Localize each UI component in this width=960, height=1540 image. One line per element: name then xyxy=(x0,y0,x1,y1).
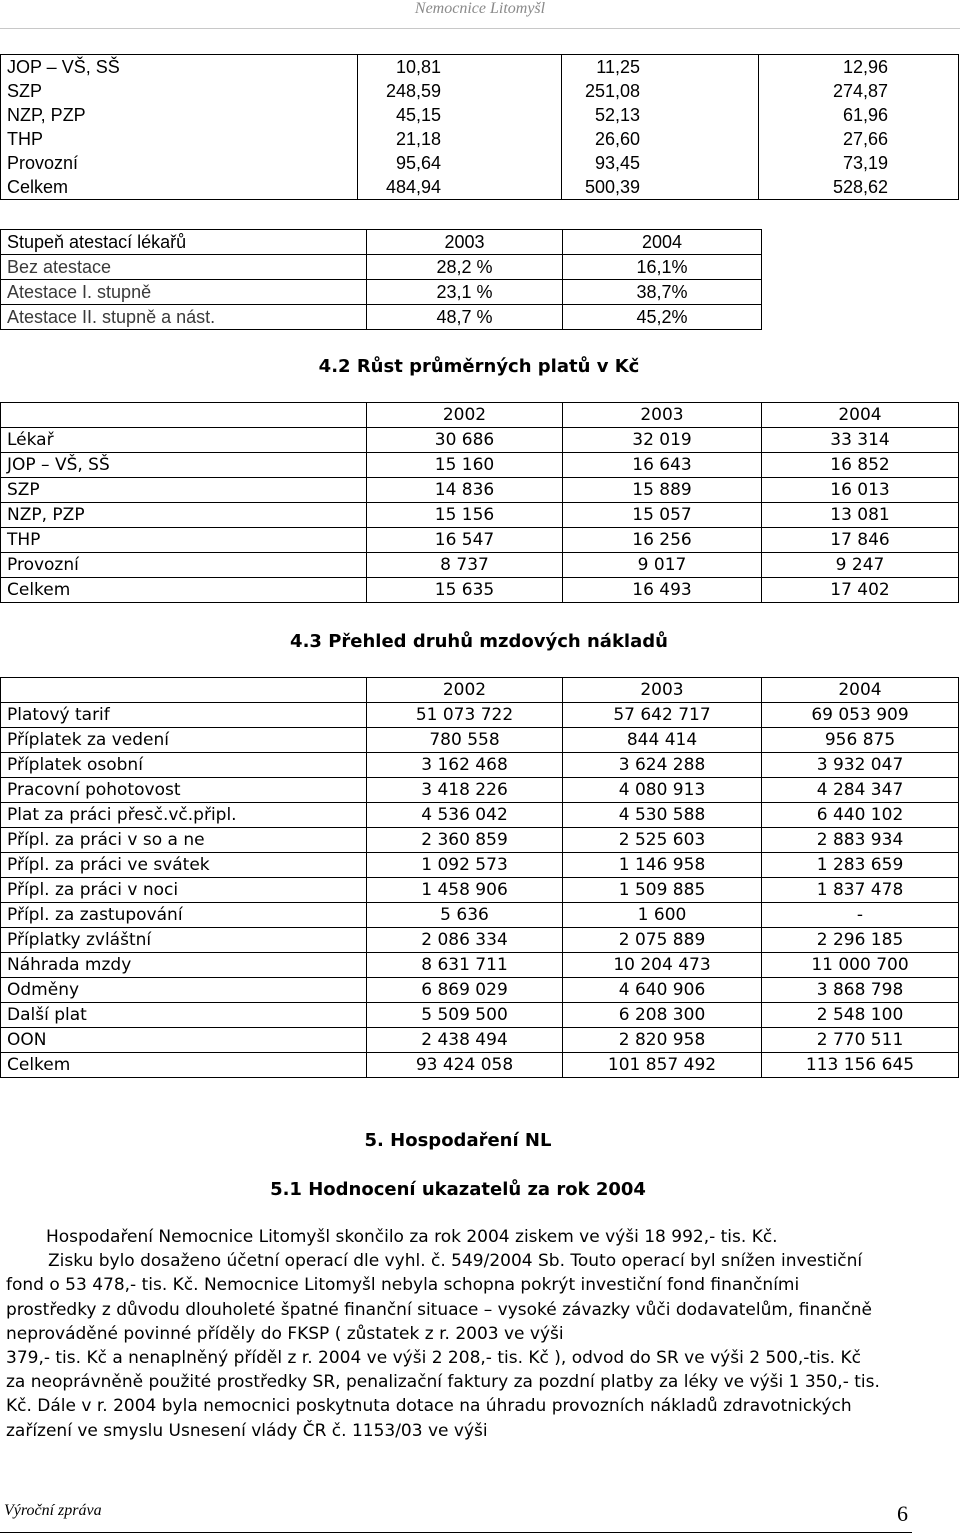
page-header: Nemocnice Litomyšl xyxy=(414,0,546,17)
row-value: 6 440 102 xyxy=(762,803,959,828)
section-heading-5: 5. Hospodaření NL xyxy=(364,1130,552,1151)
table-row xyxy=(1,151,959,175)
row-value: 23,1 % xyxy=(367,280,563,305)
row-value: 17 402 xyxy=(762,578,959,603)
table-header-row xyxy=(1,678,959,703)
row-value: 1 509 885 xyxy=(563,878,762,903)
row-label: JOP – VŠ, SŠ xyxy=(1,55,358,80)
table-row xyxy=(1,1003,959,1028)
row-value: 6 869 029 xyxy=(367,978,563,1003)
row-label: Přípl. za zastupování xyxy=(1,903,367,928)
row-value: 16 852 xyxy=(762,453,959,478)
row-label: JOP – VŠ, SŠ xyxy=(1,453,367,478)
row-label: SZP xyxy=(1,478,367,503)
row-value: 32 019 xyxy=(563,428,762,453)
row-value: 101 857 492 xyxy=(563,1053,762,1078)
table-row xyxy=(1,803,959,828)
row-value: 95,64 xyxy=(358,151,562,175)
page-number: 6 xyxy=(897,1501,908,1526)
row-value: 69 053 909 xyxy=(762,703,959,728)
row-value: 5 636 xyxy=(367,903,563,928)
section-heading-4-2: 4.2 Růst průměrných platů v Kč xyxy=(318,356,640,377)
row-value: 16,1% xyxy=(563,255,762,280)
row-value: 8 631 711 xyxy=(367,953,563,978)
header-divider xyxy=(0,28,960,29)
table-header-row xyxy=(1,230,762,255)
table-row xyxy=(1,928,959,953)
paragraph-line: neprováděné povinné příděly do FKSP ( zůstatek z r. 2003 ve výši xyxy=(6,1323,564,1344)
row-value: 45,2% xyxy=(563,305,762,330)
table-row xyxy=(1,280,762,305)
row-value: 15 057 xyxy=(563,503,762,528)
row-value: 61,96 xyxy=(759,103,959,127)
table-row xyxy=(1,953,959,978)
row-value: 93 424 058 xyxy=(367,1053,563,1078)
row-label: Plat za práci přesč.vč.připl. xyxy=(1,803,367,828)
row-label: Provozní xyxy=(1,151,358,175)
table-row xyxy=(1,853,959,878)
paragraph-line: prostředky z důvodu dlouholeté špatné finanční situace – vysoké závazky vůči dodavatelům, finančně xyxy=(6,1299,872,1320)
table-row xyxy=(1,503,959,528)
row-value: 93,45 xyxy=(562,151,759,175)
row-label: Náhrada mzdy xyxy=(1,953,367,978)
row-label: Celkem xyxy=(1,578,367,603)
row-value: 45,15 xyxy=(358,103,562,127)
row-label: Atestace II. stupně a nást. xyxy=(1,305,367,330)
table-header-cell: 2003 xyxy=(367,230,563,255)
table-row xyxy=(1,255,762,280)
row-label: Provozní xyxy=(1,553,367,578)
row-label: Celkem xyxy=(1,175,358,200)
row-value: 3 932 047 xyxy=(762,753,959,778)
staff-count-table xyxy=(0,54,959,200)
paragraph-line: Hospodaření Nemocnice Litomyšl skončilo za rok 2004 ziskem ve výši 18 992,- tis. Kč. xyxy=(46,1227,778,1247)
table-row xyxy=(1,528,959,553)
table-row xyxy=(1,903,959,928)
table-header-empty xyxy=(1,403,367,428)
row-value: 30 686 xyxy=(367,428,563,453)
row-label: Další plat xyxy=(1,1003,367,1028)
table-header-cell: 2003 xyxy=(563,403,762,428)
row-label: Příplatek osobní xyxy=(1,753,367,778)
row-value: 9 247 xyxy=(762,553,959,578)
table-header-label: Stupeň atestací lékařů xyxy=(1,230,367,255)
row-label: Bez atestace xyxy=(1,255,367,280)
table-row xyxy=(1,55,959,80)
row-value: 2 086 334 xyxy=(367,928,563,953)
row-value: 3 162 468 xyxy=(367,753,563,778)
attestation-table xyxy=(0,229,762,330)
table-row xyxy=(1,79,959,103)
row-value: 4 080 913 xyxy=(563,778,762,803)
row-label: Přípl. za práci v so a ne xyxy=(1,828,367,853)
row-value: 48,7 % xyxy=(367,305,563,330)
row-label: NZP, PZP xyxy=(1,503,367,528)
table-row xyxy=(1,878,959,903)
row-label: Celkem xyxy=(1,1053,367,1078)
table-row xyxy=(1,828,959,853)
report-paragraph xyxy=(6,1225,936,1443)
row-value: 528,62 xyxy=(759,175,959,200)
row-value: 2 548 100 xyxy=(762,1003,959,1028)
footer-divider xyxy=(0,1532,912,1533)
row-value: 16 493 xyxy=(563,578,762,603)
row-value: 16 547 xyxy=(367,528,563,553)
section-heading-5-1: 5.1 Hodnocení ukazatelů za rok 2004 xyxy=(270,1179,646,1200)
table-row xyxy=(1,175,959,200)
row-value: 27,66 xyxy=(759,127,959,151)
row-value: 51 073 722 xyxy=(367,703,563,728)
section-heading-4-3: 4.3 Přehled druhů mzdových nákladů xyxy=(290,631,668,652)
table-header-cell: 2004 xyxy=(762,678,959,703)
row-label: NZP, PZP xyxy=(1,103,358,127)
row-value: 3 868 798 xyxy=(762,978,959,1003)
row-value: 16 256 xyxy=(563,528,762,553)
paragraph-line: Kč. Dále v r. 2004 byla nemocnici poskytnuta dotace na úhradu provozních nákladů zdravotnických xyxy=(6,1396,852,1417)
row-label: Přípl. za práci ve svátek xyxy=(1,853,367,878)
paragraph-line: 379,- tis. Kč a nenaplněný příděl z r. 2004 ve výši 2 208,- tis. Kč ), odvod do SR ve výši 2 500,-tis. Kč xyxy=(6,1348,861,1369)
average-salary-table xyxy=(0,402,959,603)
table-header-cell: 2002 xyxy=(367,678,563,703)
row-value: 57 642 717 xyxy=(563,703,762,728)
row-value: 4 640 906 xyxy=(563,978,762,1003)
row-value: 9 017 xyxy=(563,553,762,578)
table-row xyxy=(1,753,959,778)
row-value: 8 737 xyxy=(367,553,563,578)
row-value: 844 414 xyxy=(563,728,762,753)
table-row xyxy=(1,578,959,603)
row-label: OON xyxy=(1,1028,367,1053)
paragraph-line: fond o 53 478,- tis. Kč. Nemocnice Litomyšl nebyla schopna pokrýt investiční fond finančními xyxy=(6,1275,800,1296)
row-value: 2 438 494 xyxy=(367,1028,563,1053)
table-row xyxy=(1,478,959,503)
table-row xyxy=(1,127,959,151)
table-row xyxy=(1,703,959,728)
paragraph-line: Zisku bylo dosaženo účetní operací dle vyhl. č. 549/2004 Sb. Touto operací byl snížen investiční xyxy=(48,1251,863,1272)
row-value: 15 156 xyxy=(367,503,563,528)
table-row xyxy=(1,103,959,127)
row-value: 1 092 573 xyxy=(367,853,563,878)
row-value: 2 075 889 xyxy=(563,928,762,953)
paragraph-line: za neoprávněně použité prostředky SR, penalizační faktury za pozdní platby za léky ve výši 1 350,- tis. xyxy=(6,1372,880,1393)
table-row xyxy=(1,428,959,453)
row-value: 1 600 xyxy=(563,903,762,928)
row-value: 28,2 % xyxy=(367,255,563,280)
row-value: 956 875 xyxy=(762,728,959,753)
row-value: 1 837 478 xyxy=(762,878,959,903)
row-value: 2 820 958 xyxy=(563,1028,762,1053)
row-value: 6 208 300 xyxy=(563,1003,762,1028)
table-row xyxy=(1,453,959,478)
row-value: 2 296 185 xyxy=(762,928,959,953)
row-value: 11 000 700 xyxy=(762,953,959,978)
row-value: 113 156 645 xyxy=(762,1053,959,1078)
row-value: 12,96 xyxy=(759,55,959,80)
row-value: 15 160 xyxy=(367,453,563,478)
row-label: Příplatky zvláštní xyxy=(1,928,367,953)
row-value: 13 081 xyxy=(762,503,959,528)
table-row xyxy=(1,305,762,330)
row-value: 3 624 288 xyxy=(563,753,762,778)
row-value: 52,13 xyxy=(562,103,759,127)
row-value: 780 558 xyxy=(367,728,563,753)
row-label: Odměny xyxy=(1,978,367,1003)
row-value: 248,59 xyxy=(358,79,562,103)
footer-label: Výroční zpráva xyxy=(4,1502,102,1519)
row-label: Platový tarif xyxy=(1,703,367,728)
row-label: THP xyxy=(1,528,367,553)
row-value: 2 883 934 xyxy=(762,828,959,853)
row-value: 15 635 xyxy=(367,578,563,603)
row-value: 38,7% xyxy=(563,280,762,305)
table-row xyxy=(1,553,959,578)
row-value: 16 013 xyxy=(762,478,959,503)
table-row xyxy=(1,1053,959,1078)
row-value: 1 146 958 xyxy=(563,853,762,878)
table-header-empty xyxy=(1,678,367,703)
row-value: 1 283 659 xyxy=(762,853,959,878)
row-label: Příplatek za vedení xyxy=(1,728,367,753)
row-value: 2 525 603 xyxy=(563,828,762,853)
row-value: 14 836 xyxy=(367,478,563,503)
wage-costs-table xyxy=(0,677,959,1078)
row-value: 3 418 226 xyxy=(367,778,563,803)
row-label: Přípl. za práci v noci xyxy=(1,878,367,903)
row-label: SZP xyxy=(1,79,358,103)
row-value: 26,60 xyxy=(562,127,759,151)
table-header-cell: 2004 xyxy=(563,230,762,255)
table-header-row xyxy=(1,403,959,428)
row-value: 484,94 xyxy=(358,175,562,200)
row-value: 4 536 042 xyxy=(367,803,563,828)
row-value: 2 360 859 xyxy=(367,828,563,853)
row-value: 1 458 906 xyxy=(367,878,563,903)
row-value: 73,19 xyxy=(759,151,959,175)
table-row xyxy=(1,1028,959,1053)
table-row xyxy=(1,978,959,1003)
row-value: 500,39 xyxy=(562,175,759,200)
row-value: 4 530 588 xyxy=(563,803,762,828)
table-header-cell: 2002 xyxy=(367,403,563,428)
row-value: - xyxy=(762,903,959,928)
row-value: 251,08 xyxy=(562,79,759,103)
row-value: 5 509 500 xyxy=(367,1003,563,1028)
row-value: 10 204 473 xyxy=(563,953,762,978)
row-label: THP xyxy=(1,127,358,151)
row-label: Lékař xyxy=(1,428,367,453)
row-value: 11,25 xyxy=(562,55,759,80)
paragraph-line: zařízení ve smyslu Usnesení vlády ČR č. 1153/03 ve výši xyxy=(6,1420,488,1441)
row-value: 10,81 xyxy=(358,55,562,80)
row-label: Atestace I. stupně xyxy=(1,280,367,305)
row-value: 33 314 xyxy=(762,428,959,453)
table-header-cell: 2003 xyxy=(563,678,762,703)
table-header-cell: 2004 xyxy=(762,403,959,428)
table-row xyxy=(1,778,959,803)
row-value: 274,87 xyxy=(759,79,959,103)
row-value: 16 643 xyxy=(563,453,762,478)
row-label: Pracovní pohotovost xyxy=(1,778,367,803)
row-value: 15 889 xyxy=(563,478,762,503)
row-value: 2 770 511 xyxy=(762,1028,959,1053)
row-value: 21,18 xyxy=(358,127,562,151)
row-value: 17 846 xyxy=(762,528,959,553)
row-value: 4 284 347 xyxy=(762,778,959,803)
table-row xyxy=(1,728,959,753)
